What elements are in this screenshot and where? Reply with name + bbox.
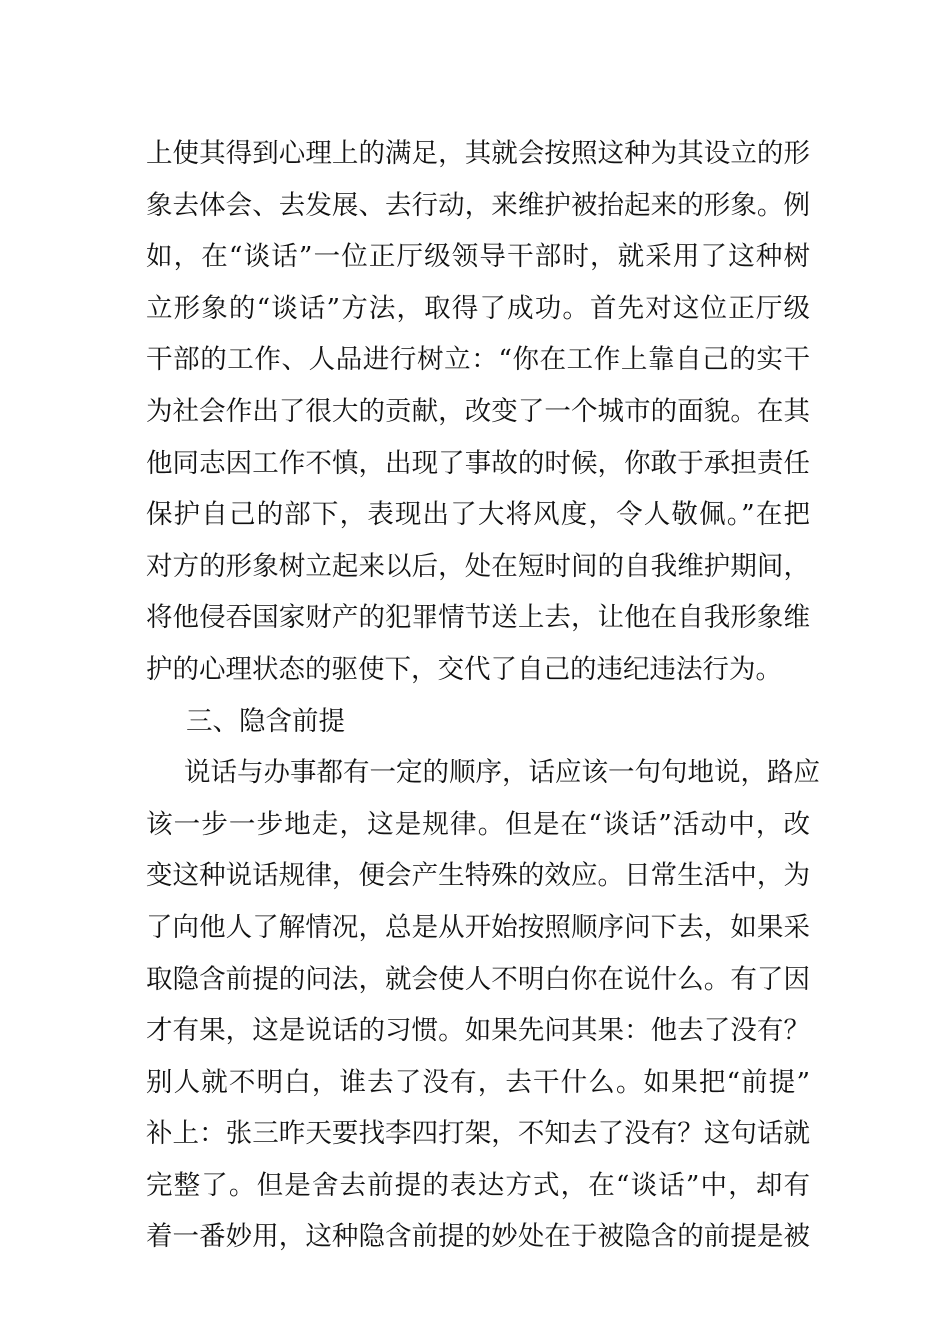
text-line: 别人就不明白，谁去了没有，去干什么。如果把“前提” [146,1066,810,1098]
text-line: 才有果，这是说话的习惯。如果先问其果：他去了没有？ [146,1015,810,1047]
text-line: 取隐含前提的问法，就会使人不明白你在说什么。有了因 [146,963,810,995]
text-line: 将他侵吞国家财产的犯罪情节送上去，让他在自我形象维 [146,602,810,634]
text-line: 象去体会、去发展、去行动，来维护被抬起来的形象。例 [146,189,810,221]
text-line: 如，在“谈话”一位正厅级领导干部时，就采用了这种树 [146,241,810,273]
text-line: 了向他人了解情况，总是从开始按照顺序问下去，如果采 [146,911,810,943]
text-line: 保护自己的部下，表现出了大将风度，令人敬佩。”在把 [146,499,810,531]
text-line: 上使其得到心理上的满足，其就会按照这种为其设立的形 [146,138,810,169]
paragraph-end-line: 护的心理状态的驱使下，交代了自己的违纪违法行为。 [146,653,782,685]
text-line: 他同志因工作不慎，出现了事故的时候，你敢于承担责任 [146,447,810,479]
text-line: 补上：张三昨天要找李四打架，不知去了没有？这句话就 [146,1118,810,1150]
text-line: 变这种说话规律，便会产生特殊的效应。日常生活中，为 [146,860,810,892]
text-line: 完整了。但是舍去前提的表达方式，在“谈话”中，却有 [146,1169,810,1201]
text-line: 为社会作出了很大的贡献，改变了一个城市的面貌。在其 [146,395,810,427]
body-text [146,128,820,1263]
section-heading: 三、隐含前提 [186,705,345,737]
text-line: 立形象的“谈话”方法，取得了成功。首先对这位正厅级 [146,292,810,324]
text-line: 着一番妙用，这种隐含前提的妙处在于被隐含的前提是被 [146,1221,810,1253]
text-line: 对方的形象树立起来以后，处在短时间的自我维护期间， [146,550,810,582]
paragraph-first-line: 说话与办事都有一定的顺序，话应该一句句地说，路应 [184,757,820,789]
text-line: 该一步一步地走，这是规律。但是在“谈话”活动中，改 [146,808,810,840]
text-line: 干部的工作、人品进行树立：“你在工作上靠自己的实干 [146,344,810,376]
